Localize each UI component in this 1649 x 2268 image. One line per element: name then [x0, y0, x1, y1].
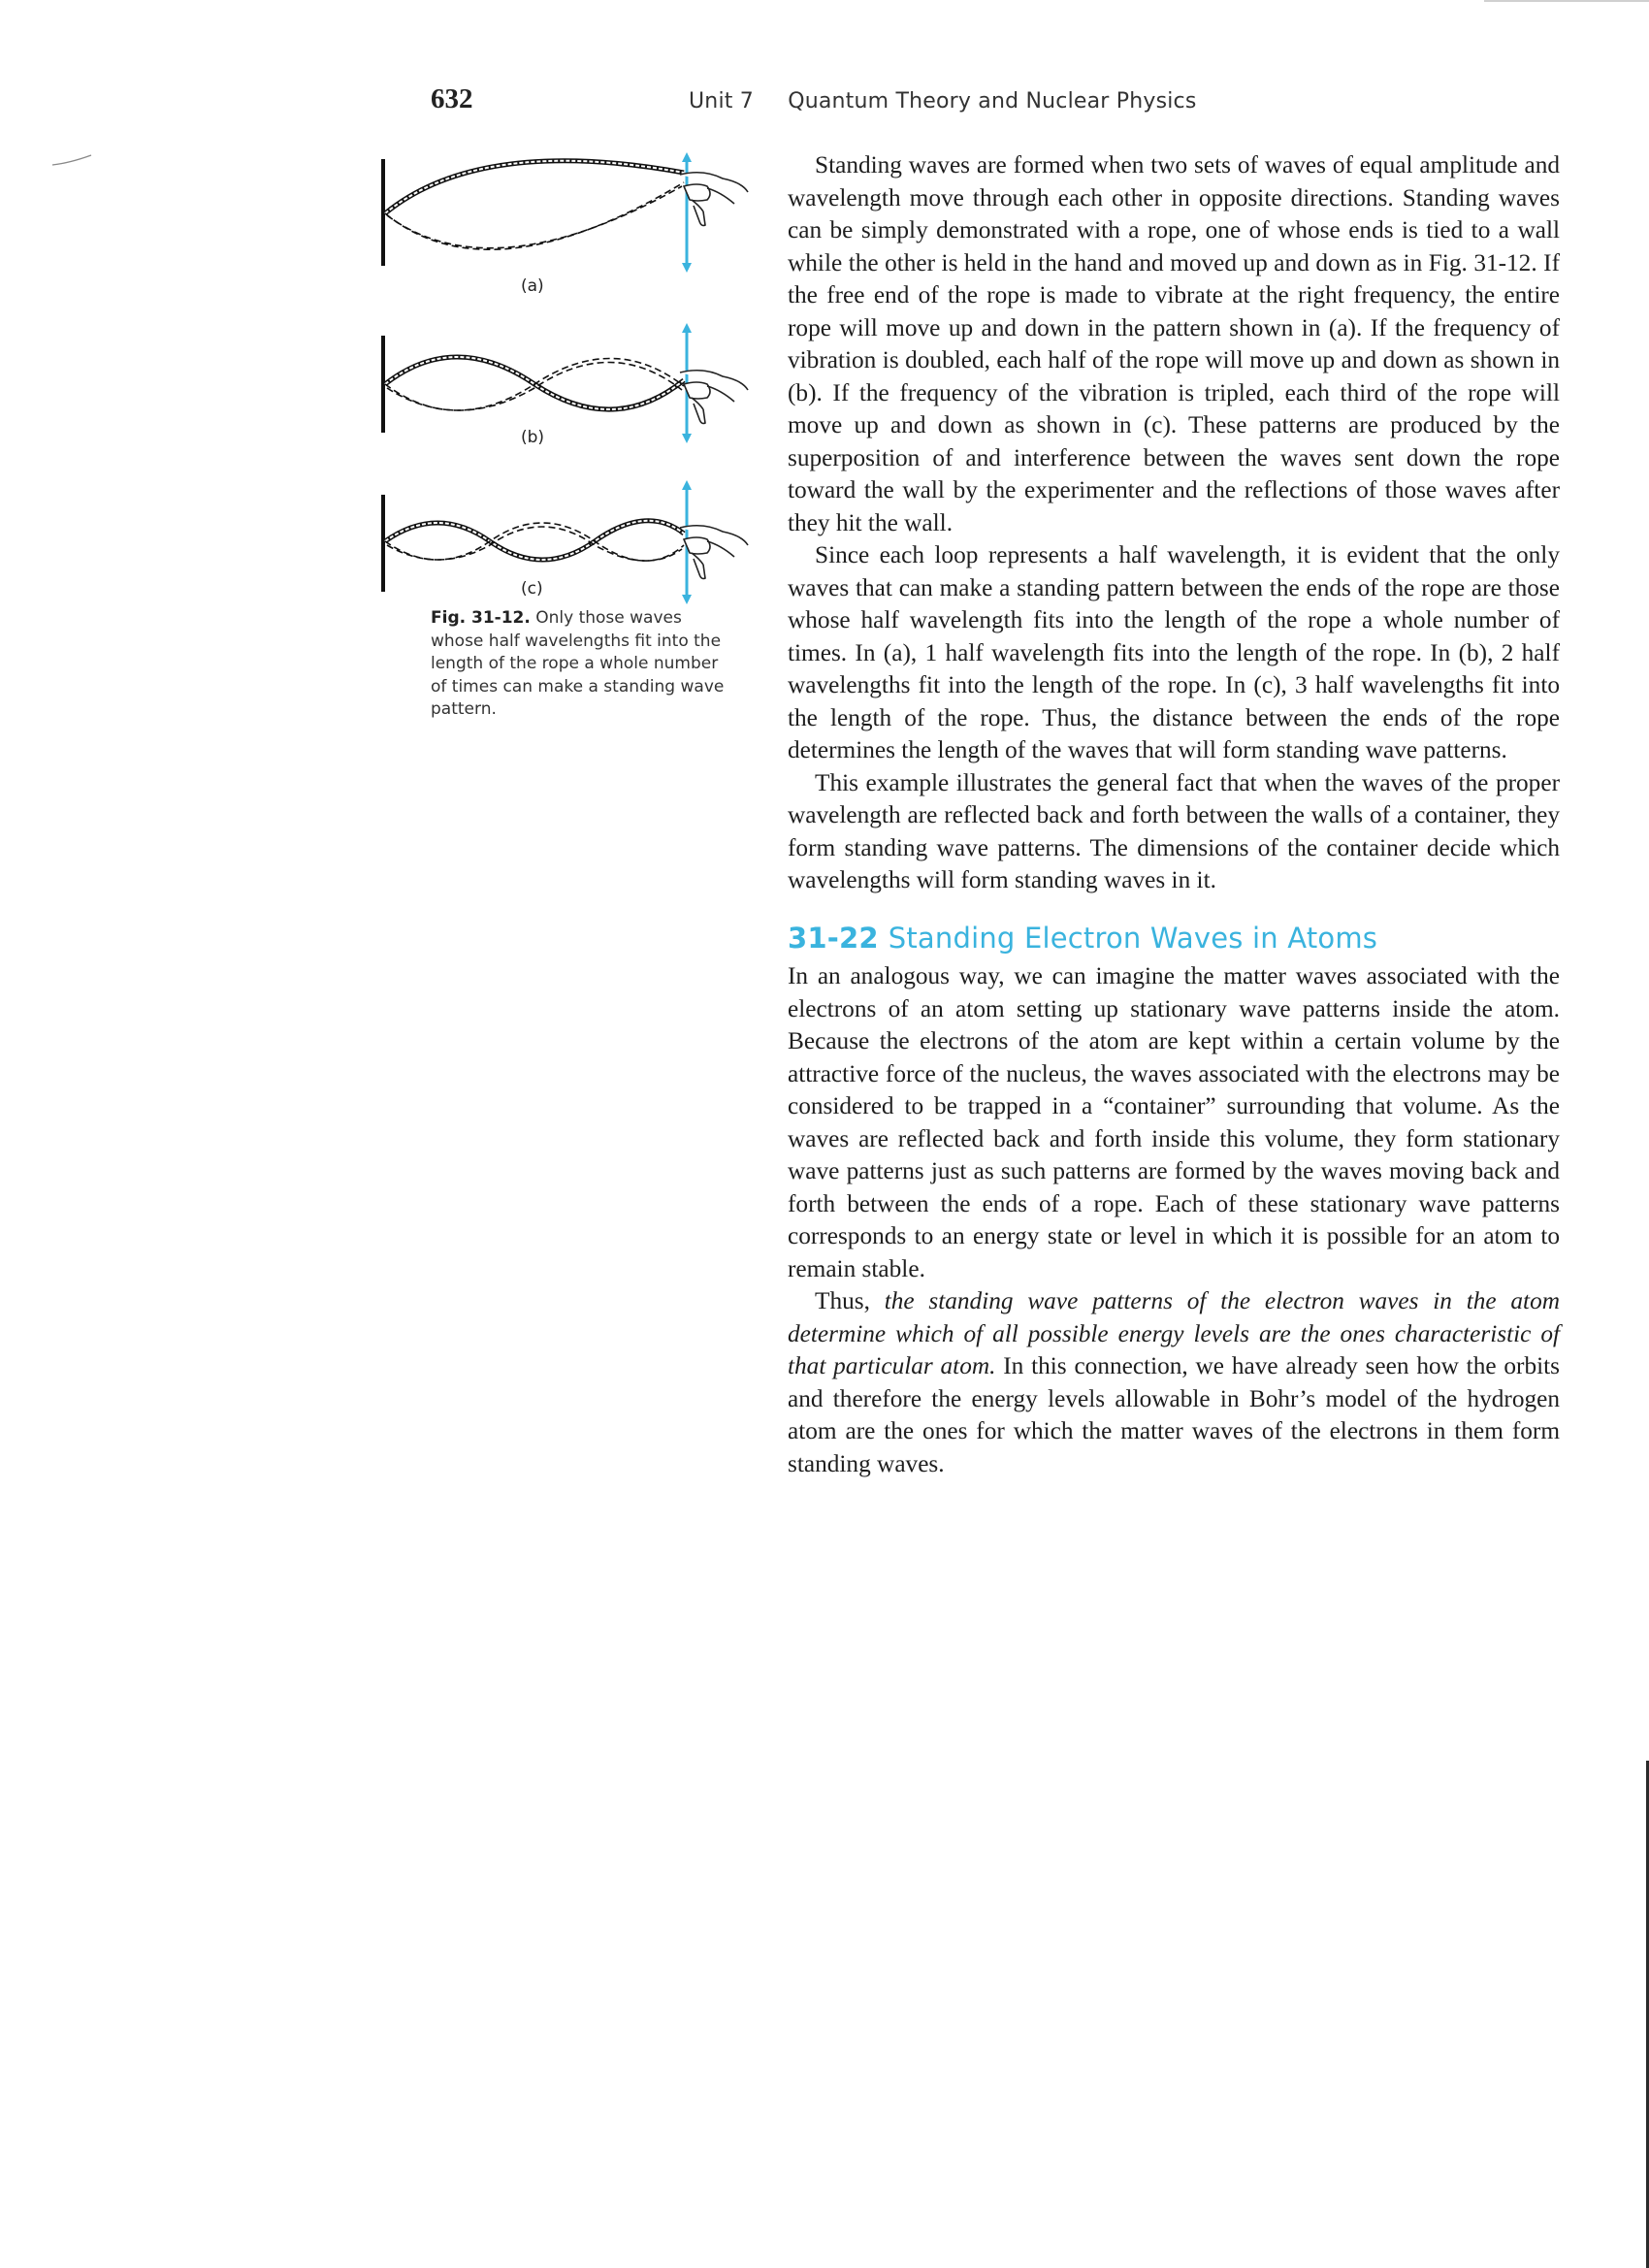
hand-icon	[680, 371, 748, 424]
figure-standing-waves	[373, 144, 761, 609]
section-heading	[788, 923, 1560, 956]
running-head-title: Quantum Theory and Nuclear Physics	[788, 89, 1197, 113]
hand-icon	[680, 173, 748, 226]
paragraph-electron-waves: In an analogous way, we can imagine the matter waves associated with the electrons of an atom setting up stationary wave patterns inside the atom. Because the electrons of the atom are kept within a certain volume by the attractive force of the nucleus, the waves associated with the electrons may be considered to be trapped in a “container” surrounding that volume. As the waves are reflected back and forth inside this volume, they form stationary wave patterns just as such patterns are formed by the waves moving back and forth between the ends of a rope. Each of these stationary wave patterns corresponds to an energy state or level in which it is possible for an atom to remain stable.	[788, 962, 1560, 1282]
standing-wave-diagram	[373, 144, 761, 609]
panel-a	[383, 157, 748, 296]
rope-dashed-a	[385, 182, 684, 249]
rope-solid-a	[385, 161, 684, 213]
hand-icon	[680, 526, 748, 579]
paragraph-container: This example illustrates the general fact that when the waves of the proper wavelength are reflected back and forth between the walls of a container, they form standing wave patterns. The dimensions of the container decide which wavelengths will form standing waves in it.	[788, 768, 1560, 893]
scan-mark	[50, 153, 93, 167]
panel-label-c: (c)	[521, 579, 543, 599]
panel-label-a: (a)	[521, 276, 544, 296]
paragraph-half-wavelength: Since each loop represents a half wavelength, it is evident that the only waves that can make a standing pattern between the ends of the rope are those whose half wavelength fits into the length of the rope a whole number of times. In (a), 1 half wavelength fits into the length of the rope. In (b), 2 half wavelengths fit into the length of the rope. In (c), 3 half wavelengths fit into the length of the rope. Thus, the distance between the ends of the rope determines the length of the waves that will form standing wave patterns.	[788, 541, 1560, 763]
caption-text: Only those waves whose half wavelengths fit into the length of the rope a whole number of times can make a standing wave pattern.	[431, 608, 725, 719]
rope-dashed-c	[385, 523, 684, 561]
caption-label: Fig. 31-12.	[431, 608, 531, 628]
paragraph-energy-levels	[788, 1285, 1560, 1480]
panel-c	[383, 485, 748, 599]
running-head-unit: Unit 7	[689, 89, 754, 113]
paragraph-tail: In this connection, we have already seen how the orbits and therefore the energy levels allowable in Bohr’s model of the hydrogen atom are the ones for which the matter waves of the electrons in them form standing waves.	[788, 1352, 1560, 1477]
section-title: Standing Electron Waves in Atoms	[888, 921, 1378, 955]
emphasized-statement: the standing wave patterns of the electron waves in the atom determine which of all possible energy levels are the ones characteristic of that particular atom.	[788, 1287, 1560, 1379]
paragraph-lead: Thus,	[815, 1287, 885, 1314]
paragraph-standing-waves: Standing waves are formed when two sets of waves of equal amplitude and wavelength move through each other in opposite directions. Standing waves can be simply demonstrated with a rope, one of whose ends is tied to a wall while the other is held in the hand and moved up and down as in Fig. 31-12. If the free end of the rope is made to vibrate at the right frequency, the entire rope will move up and down in the pattern shown in (a). If the frequency of vibration is doubled, each half of the rope will move up and down as shown in (b). If the frequency of the vibration is tripled, each third of the rope will move up and down as shown in (c). These patterns are produced by the superposition of and interference between the waves sent down the rope toward the wall by the experimenter and the reflections of those waves after they hit the wall.	[788, 151, 1560, 536]
panel-b	[383, 328, 748, 447]
running-head	[689, 89, 1197, 113]
rope-solid-c	[385, 521, 684, 560]
scan-edge-top	[1484, 0, 1649, 2]
page-number: 632	[431, 83, 473, 114]
section-number: 31-22	[788, 921, 879, 955]
main-text-column	[788, 149, 1560, 1480]
panel-label-b: (b)	[521, 428, 545, 447]
figure-caption	[431, 607, 731, 722]
